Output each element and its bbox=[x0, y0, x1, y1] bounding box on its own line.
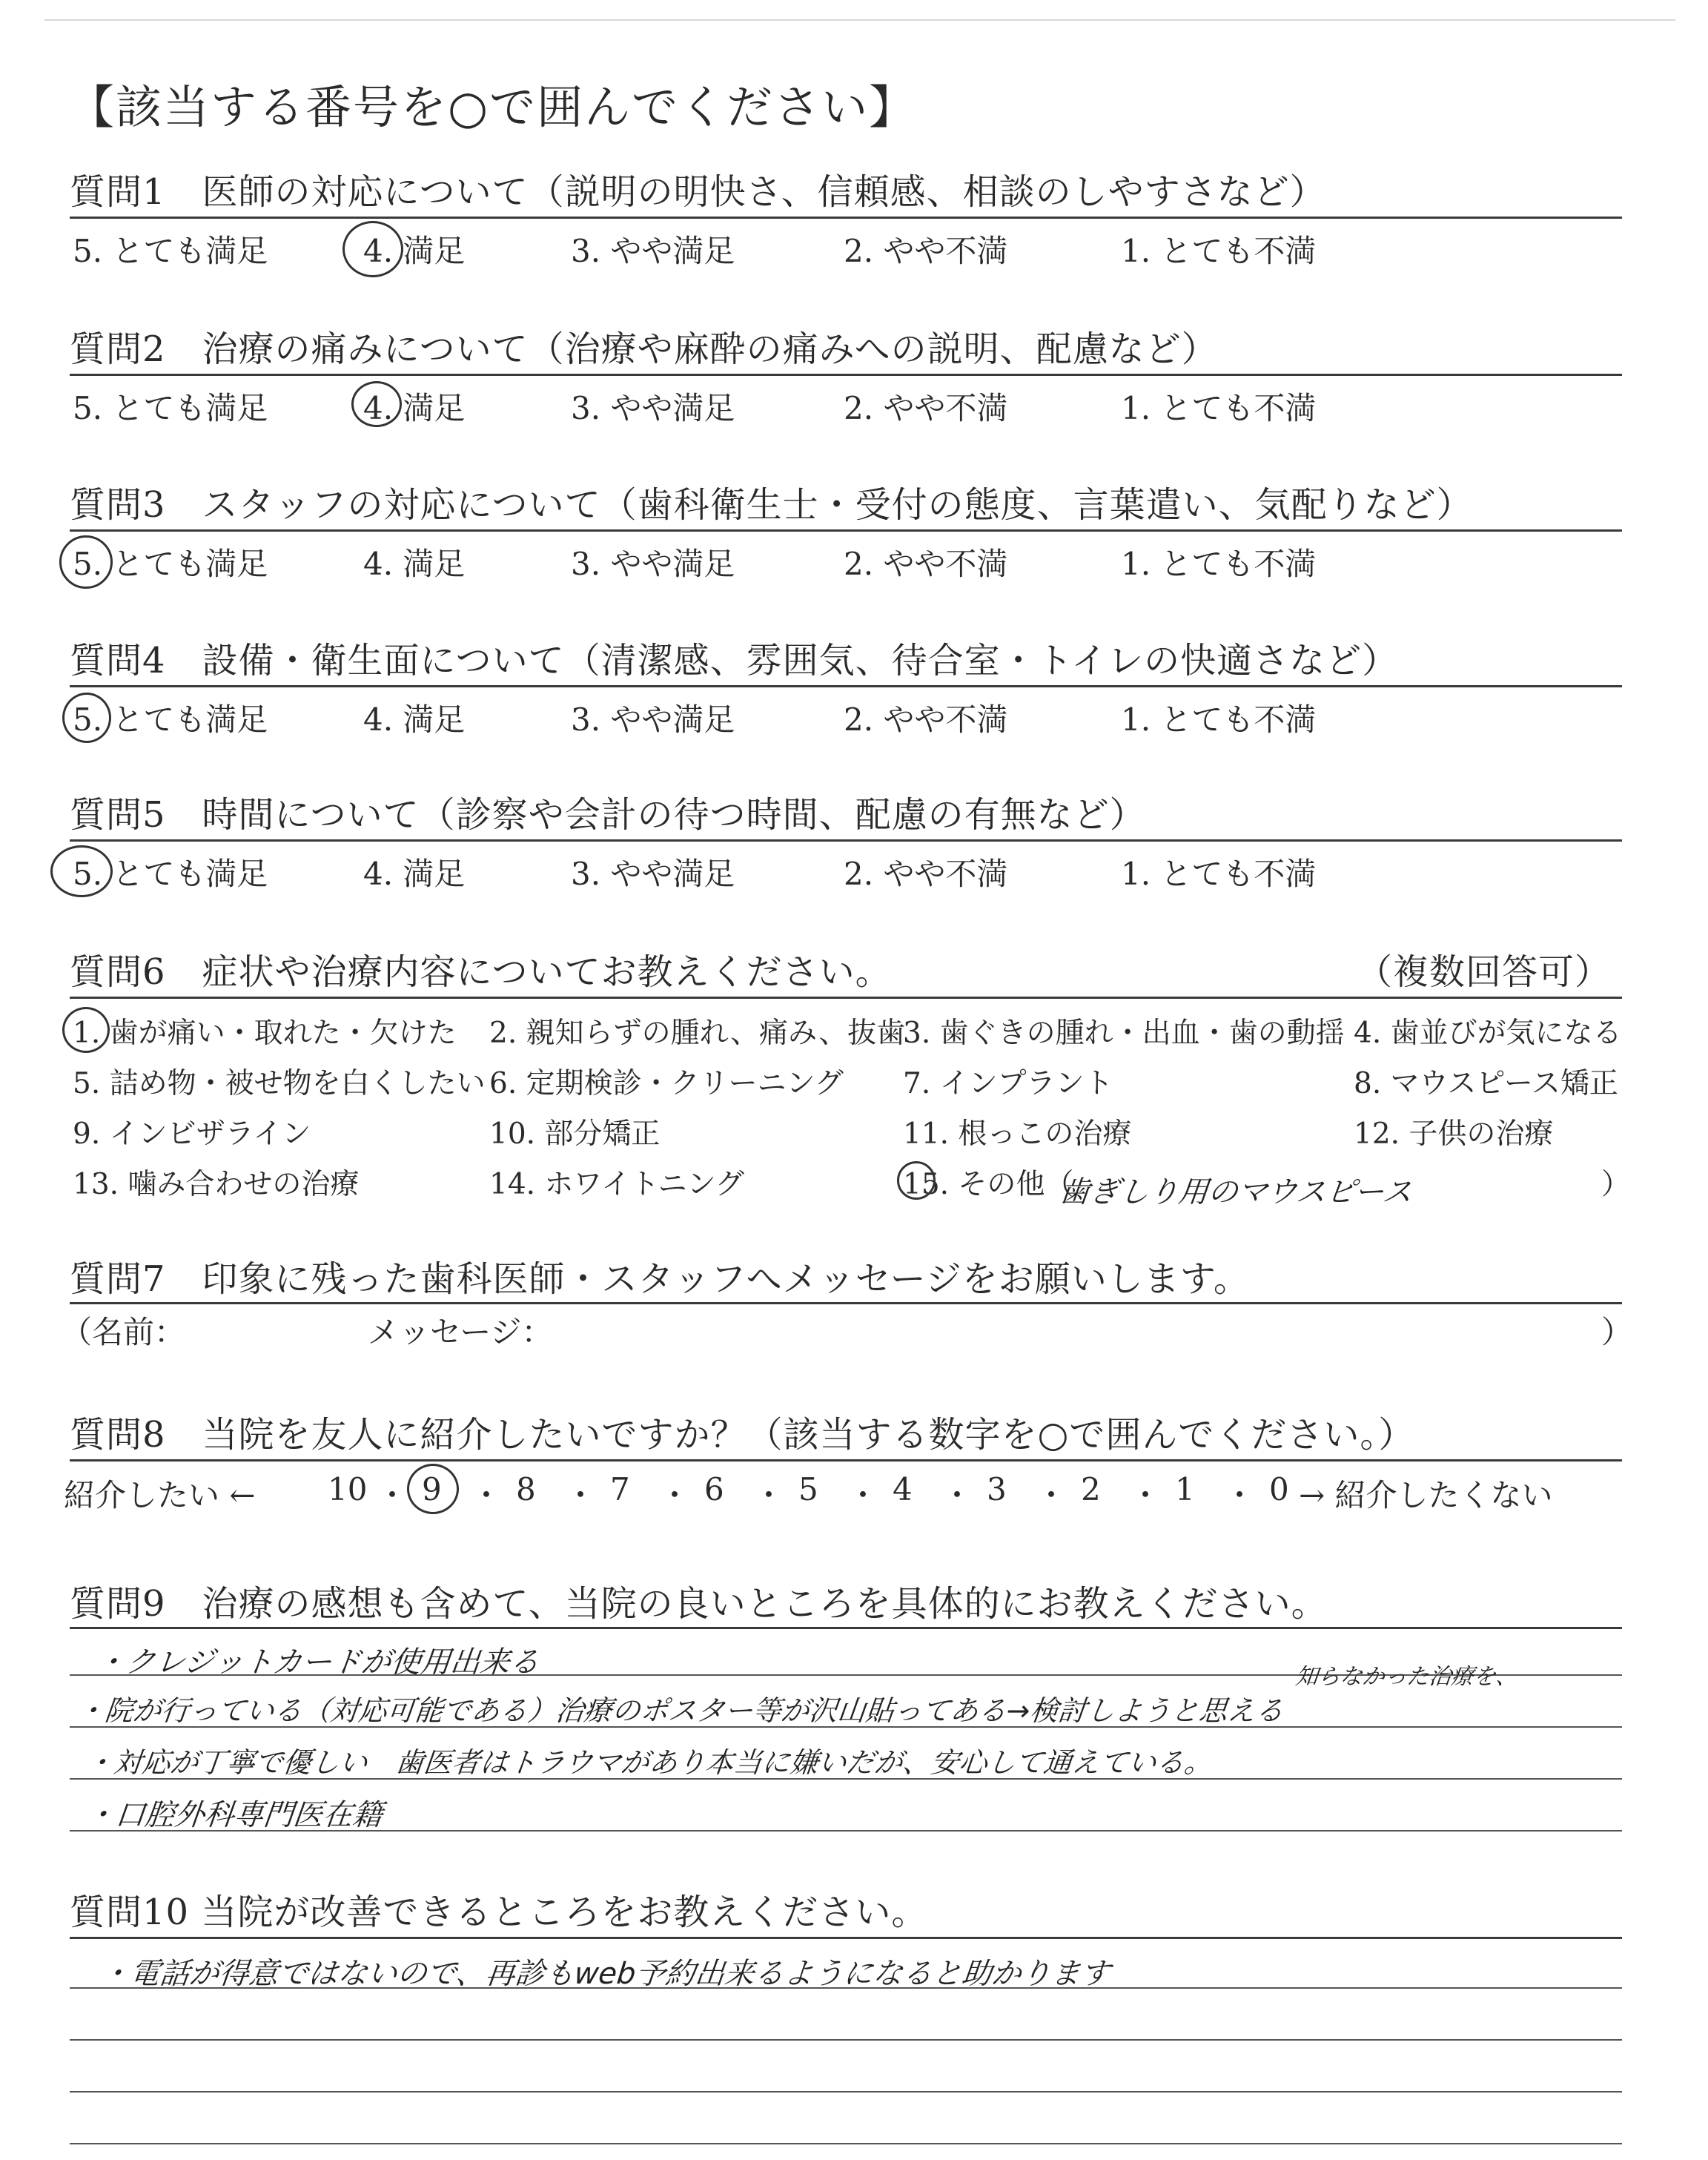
treatment-item-2[interactable]: 2. 親知らずの腫れ、痛み、抜歯 bbox=[489, 1017, 906, 1050]
option-3[interactable]: 3. やや満足 bbox=[571, 233, 735, 269]
treatment-item-1[interactable]: 1. 歯が痛い・取れた・欠けた bbox=[73, 1017, 457, 1050]
question-rule bbox=[70, 997, 1622, 999]
question-title: 質問2 治療の痛みについて（治療や麻酔の痛みへの説明、配慮など） bbox=[70, 328, 1218, 370]
question-title: 質問9 治療の感想も含めて、当院の良いところを具体的にお教えください。 bbox=[70, 1583, 1328, 1625]
option-5[interactable]: 5. とても満足 bbox=[73, 856, 268, 892]
scale-separator: ・ bbox=[941, 1477, 973, 1513]
option-5[interactable]: 5. とても満足 bbox=[73, 233, 268, 269]
page-heading: 【該当する番号を○で囲んでください】 bbox=[68, 80, 917, 134]
answer-line bbox=[70, 2143, 1622, 2144]
option-3[interactable]: 3. やや満足 bbox=[571, 701, 735, 738]
good-point-answer: ・クレジットカードが使用出来る bbox=[94, 1645, 541, 1680]
good-point-insert: 知らなかった治療を、 bbox=[1294, 1664, 1520, 1690]
scale-separator: ・ bbox=[565, 1477, 597, 1513]
question-rule bbox=[70, 1302, 1622, 1304]
question-rule bbox=[70, 1627, 1622, 1629]
recommend-number-5[interactable]: 5 bbox=[798, 1471, 818, 1507]
good-point-answer: ・対応が丁寧で優しい 歯医者はトラウマがあり本当に嫌いだが、安心して通えている。 bbox=[84, 1746, 1214, 1779]
option-2[interactable]: 2. やや不満 bbox=[844, 546, 1008, 582]
option-3[interactable]: 3. やや満足 bbox=[571, 546, 735, 582]
option-4[interactable]: 4. 満足 bbox=[363, 701, 466, 738]
recommend-number-1[interactable]: 1 bbox=[1175, 1471, 1195, 1507]
question-rule bbox=[70, 685, 1622, 687]
treatment-item-4[interactable]: 4. 歯並びが気になる bbox=[1354, 1017, 1622, 1050]
top-rule bbox=[44, 19, 1675, 21]
question-title: 質問3 スタッフの対応について（歯科衛生士・受付の態度、言葉遣い、気配りなど） bbox=[70, 484, 1473, 526]
good-point-answer: ・口腔外科専門医在籍 bbox=[84, 1798, 385, 1832]
option-3[interactable]: 3. やや満足 bbox=[571, 390, 735, 426]
recommend-number-6[interactable]: 6 bbox=[704, 1471, 724, 1507]
answer-line bbox=[70, 2091, 1622, 2093]
other-close-paren: ） bbox=[1601, 1168, 1631, 1201]
treatment-item-8[interactable]: 8. マウスピース矯正 bbox=[1354, 1067, 1618, 1100]
option-3[interactable]: 3. やや満足 bbox=[571, 856, 735, 892]
recommend-number-4[interactable]: 4 bbox=[893, 1471, 913, 1507]
treatment-item-3[interactable]: 3. 歯ぐきの腫れ・出血・歯の動揺 bbox=[903, 1017, 1345, 1050]
answer-line bbox=[70, 2039, 1622, 2041]
question-rule bbox=[70, 1459, 1622, 1462]
other-handwritten-text: 歯ぎしり用のマウスピース bbox=[1058, 1175, 1414, 1209]
selection-circle bbox=[351, 381, 402, 427]
selection-circle bbox=[59, 535, 113, 589]
message-label: メッセージ： bbox=[368, 1314, 553, 1350]
option-4[interactable]: 4. 満足 bbox=[363, 233, 466, 269]
selection-circle bbox=[62, 1007, 110, 1053]
treatment-item-12[interactable]: 12. 子供の治療 bbox=[1354, 1117, 1554, 1151]
multiple-answer-note: （複数回答可） bbox=[1357, 951, 1612, 993]
selection-circle bbox=[62, 693, 111, 743]
scale-separator: ・ bbox=[1224, 1477, 1256, 1513]
question-rule bbox=[70, 1937, 1622, 1939]
question-rule bbox=[70, 839, 1622, 842]
question-title: 質問8 当院を友人に紹介したいですか？（該当する数字を○で囲んでください。） bbox=[70, 1414, 1415, 1456]
treatment-item-14[interactable]: 14. ホワイトニング bbox=[489, 1168, 744, 1201]
option-4[interactable]: 4. 満足 bbox=[363, 390, 466, 426]
option-5[interactable]: 5. とても満足 bbox=[73, 546, 268, 582]
treatment-item-5[interactable]: 5. 詰め物・被せ物を白くしたい bbox=[73, 1067, 486, 1100]
question-title: 質問6 症状や治療内容についてお教えください。 bbox=[70, 951, 892, 993]
good-point-answer: ・院が行っている（対応可能である）治療のポスター等が沢山貼ってある→検討しようと思える bbox=[75, 1694, 1285, 1727]
treatment-item-10[interactable]: 10. 部分矯正 bbox=[489, 1117, 661, 1151]
treatment-item-6[interactable]: 6. 定期検診・クリーニング bbox=[489, 1067, 844, 1100]
question-rule bbox=[70, 217, 1622, 219]
scale-separator: ・ bbox=[377, 1477, 408, 1513]
scale-separator: ・ bbox=[753, 1477, 785, 1513]
question-rule bbox=[70, 529, 1622, 532]
option-1[interactable]: 1. とても不満 bbox=[1121, 701, 1317, 738]
recommend-right-label: → 紹介したくない bbox=[1299, 1477, 1553, 1513]
scale-separator: ・ bbox=[847, 1477, 879, 1513]
scale-separator: ・ bbox=[471, 1477, 503, 1513]
recommend-number-3[interactable]: 3 bbox=[987, 1471, 1007, 1507]
option-1[interactable]: 1. とても不満 bbox=[1121, 546, 1317, 582]
recommend-number-8[interactable]: 8 bbox=[516, 1471, 536, 1507]
scale-separator: ・ bbox=[1130, 1477, 1162, 1513]
recommend-number-2[interactable]: 2 bbox=[1081, 1471, 1101, 1507]
treatment-item-9[interactable]: 9. インビザライン bbox=[73, 1117, 311, 1151]
selection-circle bbox=[407, 1464, 459, 1514]
option-1[interactable]: 1. とても不満 bbox=[1121, 856, 1317, 892]
option-2[interactable]: 2. やや不満 bbox=[844, 233, 1008, 269]
selection-circle bbox=[342, 221, 403, 277]
scale-separator: ・ bbox=[659, 1477, 691, 1513]
recommend-number-10[interactable]: 10 bbox=[328, 1471, 368, 1507]
improvement-answer: ・電話が得意ではないので、再診もweb予約出来るようになると助かります bbox=[99, 1957, 1112, 1991]
treatment-item-7[interactable]: 7. インプラント bbox=[903, 1067, 1113, 1100]
recommend-left-label: 紹介したい ← bbox=[64, 1477, 256, 1513]
option-1[interactable]: 1. とても不満 bbox=[1121, 390, 1317, 426]
selection-circle bbox=[897, 1161, 936, 1200]
recommend-number-0[interactable]: 0 bbox=[1269, 1471, 1289, 1507]
selection-circle bbox=[50, 845, 113, 897]
recommend-number-7[interactable]: 7 bbox=[610, 1471, 630, 1507]
option-4[interactable]: 4. 満足 bbox=[363, 546, 466, 582]
option-4[interactable]: 4. 満足 bbox=[363, 856, 466, 892]
name-label: （名前： bbox=[61, 1314, 186, 1350]
question-title: 質問1 医師の対応について（説明の明快さ、信頼感、相談のしやすさなど） bbox=[70, 171, 1326, 213]
option-2[interactable]: 2. やや不満 bbox=[844, 856, 1008, 892]
question-title: 質問10 当院が改善できるところをお教えください。 bbox=[70, 1892, 928, 1933]
question-rule bbox=[70, 374, 1622, 376]
treatment-item-11[interactable]: 11. 根っこの治療 bbox=[903, 1117, 1132, 1151]
question-title: 質問7 印象に残った歯科医師・スタッフへメッセージをお願いします。 bbox=[70, 1258, 1250, 1300]
message-close-paren: ） bbox=[1601, 1314, 1633, 1350]
treatment-item-15[interactable]: 15. その他（ bbox=[903, 1168, 1074, 1201]
option-2[interactable]: 2. やや不満 bbox=[844, 701, 1008, 738]
option-5[interactable]: 5. とても満足 bbox=[73, 390, 268, 426]
option-1[interactable]: 1. とても不満 bbox=[1121, 233, 1317, 269]
question-title: 質問4 設備・衛生面について（清潔感、雰囲気、待合室・トイレの快適さなど） bbox=[70, 640, 1399, 681]
treatment-item-13[interactable]: 13. 噛み合わせの治療 bbox=[73, 1168, 360, 1201]
option-5[interactable]: 5. とても満足 bbox=[73, 701, 268, 738]
scale-separator: ・ bbox=[1036, 1477, 1068, 1513]
recommend-number-9[interactable]: 9 bbox=[422, 1471, 442, 1507]
question-title: 質問5 時間について（診察や会計の待つ時間、配慮の有無など） bbox=[70, 794, 1146, 836]
option-2[interactable]: 2. やや不満 bbox=[844, 390, 1008, 426]
